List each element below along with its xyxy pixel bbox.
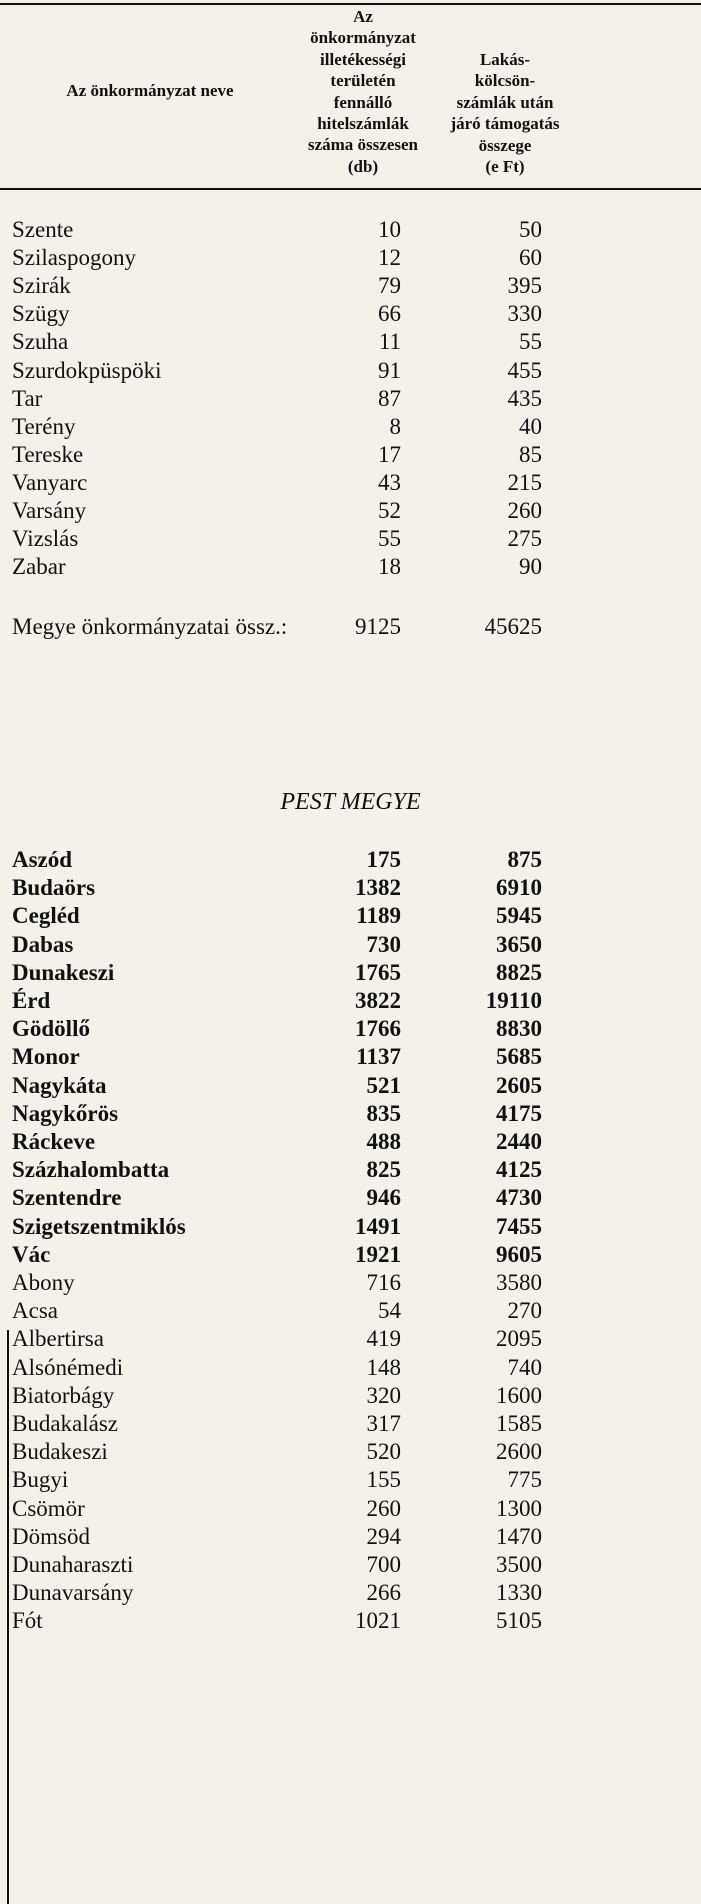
row-amount: 875 — [507, 847, 542, 872]
row-amount: 435 — [507, 385, 542, 411]
row-amount: 90 — [519, 554, 542, 580]
row-amount: 50 — [519, 217, 542, 242]
row-count: 700 — [366, 1552, 401, 1577]
row-amount: 4175 — [496, 1100, 542, 1126]
row-name: Gödöllő — [12, 1016, 90, 1042]
header-col-name: Az önkormányzat neve — [66, 81, 234, 100]
row-name: Budaörs — [12, 875, 96, 901]
row-amount: 1470 — [496, 1523, 542, 1549]
row-amount: 3650 — [496, 931, 542, 957]
row-count: 79 — [378, 273, 401, 299]
row-count: 946 — [366, 1185, 401, 1211]
row-name: Szigetszentmiklós — [12, 1213, 186, 1239]
row-amount: 3580 — [496, 1270, 542, 1295]
row-count: 87 — [378, 385, 401, 411]
row-amount: 45625 — [484, 614, 542, 639]
row-name: Vanyarc — [12, 469, 88, 495]
header-line: területén — [330, 71, 396, 91]
row-count: 730 — [366, 931, 401, 957]
row-name: Dunakeszi — [12, 959, 115, 985]
row-name: Vác — [12, 1241, 51, 1267]
row-amount: 5945 — [496, 903, 542, 929]
row-amount: 1600 — [496, 1382, 542, 1408]
row-count: 825 — [366, 1157, 401, 1183]
row-name: Bugyi — [12, 1467, 69, 1493]
header-line: kölcsön- — [474, 71, 536, 91]
row-amount: 215 — [507, 469, 542, 495]
row-count: 11 — [378, 329, 401, 355]
row-count: 175 — [366, 847, 401, 872]
row-count: 1765 — [355, 959, 401, 985]
row-amount: 6910 — [496, 875, 542, 901]
row-amount: 9605 — [496, 1241, 542, 1267]
row-count: 12 — [378, 245, 401, 271]
row-amount: 740 — [507, 1354, 542, 1380]
row-amount: 270 — [507, 1298, 542, 1324]
row-name: Varsány — [12, 498, 87, 523]
row-count: 1137 — [356, 1044, 401, 1070]
header-line: Lakás- — [479, 50, 531, 69]
row-name: Cegléd — [12, 903, 80, 929]
row-amount: 4125 — [496, 1157, 542, 1183]
row-name: Zabar — [12, 554, 66, 580]
row-name: Aszód — [12, 847, 73, 872]
row-name: Budakalász — [12, 1411, 119, 1436]
row-count: 43 — [378, 469, 401, 495]
row-name: Százhalombatta — [12, 1157, 170, 1183]
row-name: Dabas — [12, 931, 74, 957]
top-rule — [0, 3, 701, 5]
row-amount: 775 — [507, 1467, 542, 1493]
header-line: Az — [353, 7, 373, 26]
row-count: 835 — [366, 1100, 401, 1126]
row-amount: 8830 — [496, 1016, 542, 1042]
header-col-support — [440, 49, 570, 177]
row-name: Dunavarsány — [12, 1580, 134, 1606]
row-count: 54 — [378, 1298, 401, 1324]
row-count: 294 — [366, 1523, 401, 1549]
row-count: 520 — [366, 1439, 401, 1465]
row-name: Szuha — [12, 329, 69, 355]
row-amount: 60 — [519, 245, 542, 271]
row-count: 320 — [366, 1382, 401, 1408]
row-amount: 275 — [507, 526, 542, 552]
row-name: Nagykőrös — [12, 1100, 119, 1126]
row-amount: 40 — [519, 413, 542, 439]
row-amount: 5105 — [496, 1608, 542, 1634]
row-count: 260 — [366, 1495, 401, 1521]
header-col-count — [283, 6, 443, 177]
header-line: fennálló — [333, 92, 393, 112]
row-count: 317 — [366, 1411, 401, 1436]
left-border-line — [7, 1330, 9, 1904]
row-name: Szente — [12, 217, 74, 242]
row-count: 716 — [366, 1270, 401, 1295]
row-amount: 455 — [507, 357, 542, 383]
row-count: 1921 — [355, 1241, 401, 1267]
header-line: önkormányzat — [310, 28, 416, 48]
row-count: 66 — [378, 301, 401, 327]
row-name: Fót — [12, 1608, 43, 1634]
row-name: Acsa — [12, 1298, 58, 1324]
header-line: illetékességi — [320, 49, 406, 69]
header-line: járó támogatás — [450, 114, 560, 134]
row-name: Monor — [12, 1044, 80, 1070]
row-count: 521 — [366, 1072, 401, 1098]
row-name: Tereske — [12, 441, 84, 467]
row-name: Szirák — [12, 273, 71, 299]
row-amount: 2600 — [496, 1439, 542, 1465]
row-name: Nagykáta — [12, 1072, 107, 1098]
row-count: 55 — [378, 526, 401, 552]
row-name: Tar — [12, 385, 43, 411]
row-amount: 1585 — [496, 1411, 542, 1436]
row-count: 9125 — [355, 614, 401, 639]
row-count: 1021 — [355, 1608, 401, 1634]
header-line: (e Ft) — [485, 157, 525, 177]
row-name: Terény — [12, 413, 76, 439]
row-name: Megye önkormányzatai össz.: — [12, 614, 288, 639]
row-count: 419 — [366, 1326, 401, 1352]
row-name: Alsónémedi — [12, 1354, 124, 1380]
row-amount: 1300 — [496, 1495, 542, 1521]
row-count: 148 — [366, 1354, 401, 1380]
row-name: Szügy — [12, 301, 70, 327]
row-name: Biatorbágy — [12, 1382, 115, 1408]
row-amount: 330 — [507, 301, 542, 327]
row-count: 17 — [378, 441, 401, 467]
row-name: Dömsöd — [12, 1523, 90, 1549]
row-count: 10 — [378, 217, 401, 242]
row-name: Szurdokpüspöki — [12, 357, 162, 383]
row-name: Ráckeve — [12, 1129, 96, 1154]
row-amount: 85 — [519, 441, 542, 467]
section-title: PEST MEGYE — [280, 789, 421, 815]
row-name: Albertirsa — [12, 1326, 104, 1352]
row-amount: 2605 — [496, 1072, 542, 1098]
row-count: 52 — [378, 498, 401, 523]
row-amount: 2440 — [496, 1129, 542, 1154]
header-bottom-rule — [0, 188, 701, 190]
header-line: számlák után — [456, 92, 554, 112]
row-amount: 7455 — [496, 1213, 542, 1239]
header-line: hitelszámlák — [317, 114, 409, 134]
row-count: 155 — [366, 1467, 401, 1493]
row-name: Csömör — [12, 1495, 85, 1521]
row-count: 1189 — [356, 903, 401, 929]
row-count: 1766 — [355, 1016, 401, 1042]
row-count: 3822 — [355, 988, 401, 1013]
row-name: Budakeszi — [12, 1439, 108, 1465]
row-amount: 4730 — [496, 1185, 542, 1211]
row-name: Dunaharaszti — [12, 1552, 134, 1577]
row-amount: 260 — [507, 498, 542, 523]
row-count: 266 — [366, 1580, 401, 1606]
row-count: 488 — [366, 1129, 401, 1154]
row-amount: 55 — [519, 329, 542, 355]
row-name: Vizslás — [12, 526, 79, 552]
row-amount: 395 — [507, 273, 542, 299]
row-name: Abony — [12, 1270, 75, 1295]
row-name: Érd — [12, 988, 51, 1013]
row-count: 1491 — [355, 1213, 401, 1239]
header-line: száma összesen — [307, 135, 418, 155]
row-count: 91 — [378, 357, 401, 383]
header-line: (db) — [347, 156, 379, 176]
row-amount: 3500 — [496, 1552, 542, 1577]
header-line: összege — [478, 135, 532, 155]
row-name: Szilaspogony — [12, 245, 136, 271]
row-count: 8 — [389, 413, 401, 439]
row-amount: 8825 — [496, 959, 542, 985]
row-count: 18 — [378, 554, 401, 580]
row-amount: 2095 — [496, 1326, 542, 1352]
row-amount: 5685 — [496, 1044, 542, 1070]
row-count: 1382 — [355, 875, 401, 901]
row-amount: 19110 — [485, 988, 542, 1013]
row-name: Szentendre — [12, 1185, 122, 1211]
row-amount: 1330 — [496, 1580, 542, 1606]
